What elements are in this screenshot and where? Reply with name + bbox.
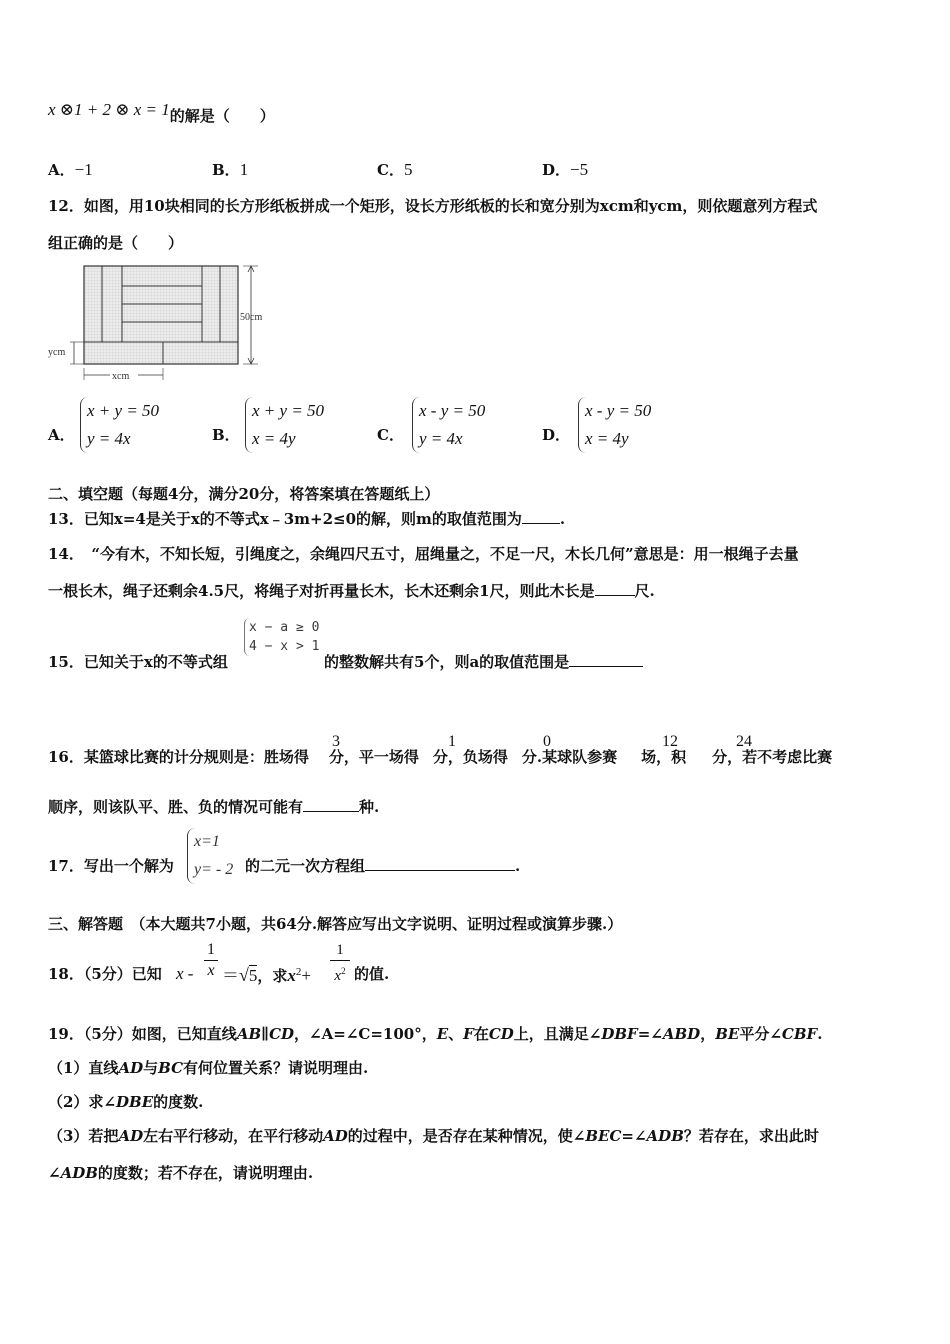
q17-solution-system: x=1 y= - 2	[187, 828, 233, 884]
q13-line: 13．已知x=4是关于x的不等式x﹣3m+2≤0的解，则m的取值范围为 .	[48, 510, 566, 528]
q12-option-b-system: x + y = 50 x = 4y	[245, 397, 324, 453]
label-xcm: xcm	[112, 371, 130, 382]
q12-option-b-letter: B．	[212, 426, 240, 444]
q12-line2: 组正确的是（ ）	[48, 234, 184, 252]
q11-suffix: 的解是（ ）	[169, 107, 275, 125]
q16-line2: 顺序，则该队平、胜、负的情况可能有 种.	[48, 798, 380, 816]
q12-option-c-system: x - y = 50 y = 4x	[412, 397, 485, 453]
section2-heading: 二、填空题（每题4分，满分20分，将答案填在答题纸上）	[48, 485, 440, 503]
q18-prefix: 18．（5分）已知	[48, 965, 162, 983]
q17-answer-blank	[365, 856, 515, 871]
sqrt-radicand: 5	[248, 966, 258, 985]
section3-heading: 三、解答题 （本大题共7小题，共64分.解答应写出文字说明、证明过程或演算步骤.）	[48, 915, 623, 933]
q16-draw-points: 1	[448, 733, 456, 750]
q12-rectangle-figure	[46, 262, 286, 382]
q18-fraction-1-over-x: 1 x	[204, 940, 218, 981]
q18-expression: x -	[176, 964, 194, 983]
q11-option-c: C．5	[377, 160, 413, 179]
q12-option-d-letter: D．	[542, 426, 571, 444]
q11-option-b: B．1	[212, 160, 249, 179]
q17-suffix-line: 的二元一次方程组 .	[245, 857, 521, 875]
q12-option-a-system: x + y = 50 y = 4x	[80, 397, 159, 453]
q12-option-c-letter: C．	[377, 426, 404, 444]
label-50cm: 50cm	[240, 312, 263, 323]
q11-equation: x ⊗1 + 2 ⊗ x = 1	[48, 100, 170, 119]
q13-answer-blank	[522, 509, 560, 524]
q18-suffix: 的值.	[354, 965, 390, 983]
q13-text: 13．已知x=4是关于x的不等式x﹣3m+2≤0的解，则m的取值范围为	[48, 510, 522, 528]
q16-answer-blank	[303, 797, 359, 812]
q12-option-a-letter: A．	[48, 426, 75, 444]
q12-line1: 12．如图，用10块相同的长方形纸板拼成一个矩形，设长方形纸板的长和宽分别为xcm和ycm，则依题意列方程式	[48, 197, 818, 215]
q11-option-d: D．−5	[542, 160, 589, 179]
q14-line1: 14． “今有木，不知长短，引绳度之，余绳四尺五寸，屈绳量之，不足一尺，木长几何”意思是：用一根绳子去量	[48, 545, 799, 563]
q11-equation-line	[48, 100, 275, 126]
q15-answer-blank	[569, 652, 643, 667]
q15-inequality-system: x − a ≥ 0 4 − x > 1	[244, 618, 319, 656]
q11-option-a: A．−1	[48, 160, 93, 179]
q12-option-d-system: x - y = 50 x = 4y	[578, 397, 651, 453]
q19-part2: （2）求∠DBE的度数.	[48, 1093, 204, 1111]
q16-games: 12	[662, 733, 678, 750]
q19-part3: （3）若把AD左右平行移动，在平行移动AD的过程中，是否存在某种情况，使∠BEC=∠ADB？若存在，求出此时	[48, 1127, 819, 1145]
outer-rectangle	[84, 266, 238, 364]
q14-line2: 一根长木，绳子还剩余4.5尺，将绳子对折再量长木，长木还剩余1尺，则此木长是 尺.	[48, 582, 655, 600]
q15-suffix-line: 的整数解共有5个，则a的取值范围是	[324, 652, 643, 672]
q16-win-points: 3	[332, 733, 340, 750]
q17-prefix: 17．写出一个解为	[48, 857, 174, 875]
q14-answer-blank	[595, 581, 635, 596]
label-ycm: ycm	[48, 347, 66, 358]
q16-total-points: 24	[736, 733, 752, 750]
q18-equals-sqrt: ＝√5，求$x^2+$	[222, 965, 311, 985]
q16-loss-points: 0	[543, 733, 551, 750]
q19-part1: （1）直线AD与BC有何位置关系？请说明理由.	[48, 1059, 369, 1077]
q15-prefix: 15．已知关于x的不等式组	[48, 653, 228, 671]
q18-fraction-1-over-x-squared: 1 $x^2$	[330, 940, 350, 986]
q19-part3-cont: ∠ADB的度数；若不存在，请说明理由.	[48, 1164, 314, 1182]
q16-line1: 16．某篮球比赛的计分规则是：胜场得 分，平一场得 分，负场得 分.某球队参赛 场，积 分，若不考虑比赛	[48, 748, 833, 766]
q19-line1: 19．（5分）如图，已知直线AB∥CD，∠A=∠C=100°，E、F在CD上，且满足∠DBF=∠ABD，BE平分∠CBF.	[48, 1025, 823, 1043]
